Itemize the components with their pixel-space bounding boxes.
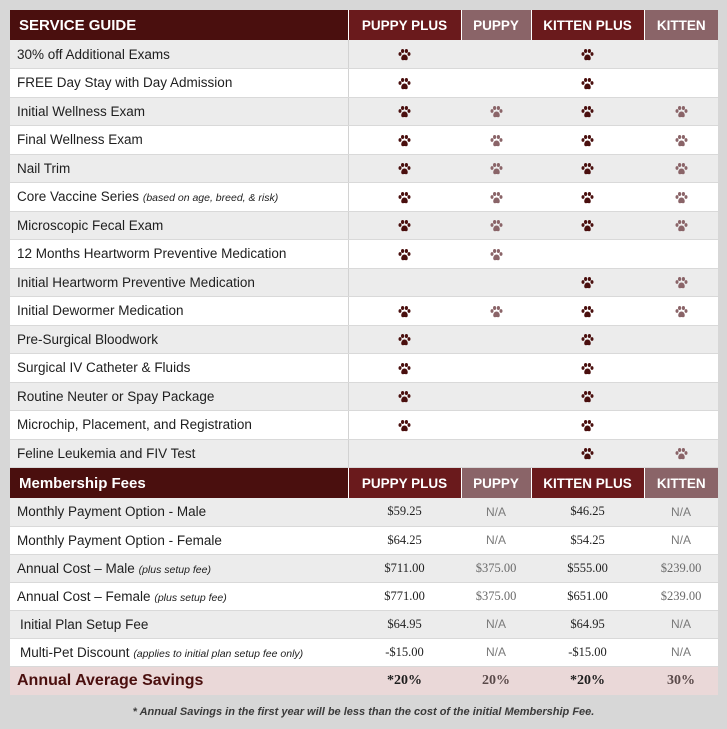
paw-print-icon — [675, 306, 688, 318]
fee-label — [10, 638, 348, 666]
fee-value: $555.00 — [531, 554, 644, 582]
paw-print-icon — [675, 135, 688, 147]
paw-print-icon — [398, 135, 411, 147]
service-cell — [531, 97, 644, 126]
service-row — [10, 69, 718, 98]
paw-print-icon — [675, 448, 688, 460]
service-cell — [644, 126, 718, 155]
paw-print-icon — [490, 163, 503, 175]
service-cell — [644, 154, 718, 183]
paw-print-icon — [398, 306, 411, 318]
service-name: Final Wellness Exam — [17, 132, 143, 148]
service-cell — [461, 240, 531, 269]
service-cell — [461, 268, 531, 297]
fee-value: N/A — [461, 638, 531, 666]
service-cell — [461, 325, 531, 354]
service-name: 30% off Additional Exams — [17, 46, 170, 62]
service-cell — [644, 439, 718, 468]
fee-value: $46.25 — [531, 498, 644, 526]
service-cell — [644, 211, 718, 240]
fees-body — [10, 498, 718, 666]
service-cell — [531, 268, 644, 297]
service-cell — [644, 240, 718, 269]
fee-header-kitten-plus: KITTEN PLUS — [531, 468, 644, 498]
service-label — [10, 297, 348, 326]
service-cell — [531, 154, 644, 183]
service-name: Pre-Surgical Bloodwork — [17, 331, 159, 347]
paw-print-icon — [675, 192, 688, 204]
service-row — [10, 40, 718, 69]
service-cell — [644, 97, 718, 126]
fee-value: $64.25 — [348, 526, 461, 554]
footnote: * Annual Savings in the first year will be less than the cost of the initial Membership Fee. — [132, 706, 595, 718]
membership-fees-title: Membership Fees — [10, 468, 348, 498]
service-cell — [348, 126, 461, 155]
paw-print-icon — [490, 135, 503, 147]
plan-header-puppy: PUPPY — [461, 10, 531, 40]
service-label — [10, 211, 348, 240]
service-cell — [461, 183, 531, 212]
service-cell — [461, 411, 531, 440]
fee-value: N/A — [644, 610, 718, 638]
paw-print-icon — [581, 163, 594, 175]
fee-label — [10, 554, 348, 582]
services-body — [10, 40, 718, 468]
service-cell — [644, 297, 718, 326]
service-label — [10, 183, 348, 212]
service-row — [10, 240, 718, 269]
service-label — [10, 382, 348, 411]
service-cell — [531, 354, 644, 383]
service-label — [10, 126, 348, 155]
service-name: FREE Day Stay with Day Admission — [17, 75, 233, 91]
service-cell — [531, 297, 644, 326]
service-label — [10, 69, 348, 98]
service-name: Feline Leukemia and FIV Test — [17, 445, 196, 461]
paw-print-icon — [581, 106, 594, 118]
service-label — [10, 97, 348, 126]
savings-value: *20% — [531, 666, 644, 695]
service-label — [10, 354, 348, 383]
paw-print-icon — [490, 249, 503, 261]
service-name: Nail Trim — [17, 160, 71, 176]
fee-value: $375.00 — [461, 554, 531, 582]
paw-print-icon — [398, 106, 411, 118]
fee-value: N/A — [461, 526, 531, 554]
service-row — [10, 97, 718, 126]
fee-name: Monthly Payment Option - Female — [17, 532, 222, 548]
fee-value: $239.00 — [644, 582, 718, 610]
service-name: Microchip, Placement, and Registration — [17, 417, 252, 433]
paw-print-icon — [398, 220, 411, 232]
plan-header-kitten: KITTEN — [644, 10, 718, 40]
fee-value: N/A — [461, 610, 531, 638]
service-label — [10, 268, 348, 297]
service-row — [10, 325, 718, 354]
service-guide-sheet — [10, 10, 718, 695]
service-cell — [531, 211, 644, 240]
fee-header-puppy-plus: PUPPY PLUS — [348, 468, 461, 498]
service-name: 12 Months Heartworm Preventive Medication — [17, 246, 287, 262]
membership-fees-table — [10, 468, 718, 695]
service-cell — [531, 382, 644, 411]
service-row — [10, 154, 718, 183]
service-name: Initial Heartworm Preventive Medication — [17, 274, 255, 290]
fee-name: Monthly Payment Option - Male — [17, 504, 207, 520]
fee-note: (applies to initial plan setup fee only) — [133, 647, 304, 660]
service-row — [10, 354, 718, 383]
paw-print-icon — [581, 391, 594, 403]
fee-value: $711.00 — [348, 554, 461, 582]
paw-print-icon — [581, 220, 594, 232]
paw-print-icon — [490, 220, 503, 232]
fee-value: $375.00 — [461, 582, 531, 610]
service-cell — [644, 382, 718, 411]
paw-print-icon — [581, 306, 594, 318]
service-name: Initial Wellness Exam — [17, 103, 146, 119]
paw-print-icon — [675, 106, 688, 118]
service-cell — [348, 69, 461, 98]
service-name: Initial Dewormer Medication — [17, 303, 184, 319]
fee-value: $651.00 — [531, 582, 644, 610]
fee-value: $59.25 — [348, 498, 461, 526]
fee-row — [10, 498, 718, 526]
service-row — [10, 439, 718, 468]
fee-value: $771.00 — [348, 582, 461, 610]
service-cell — [644, 69, 718, 98]
fee-note: (plus setup fee) — [138, 563, 211, 576]
service-label — [10, 40, 348, 69]
fee-label — [10, 498, 348, 526]
service-cell — [644, 268, 718, 297]
service-cell — [644, 40, 718, 69]
fee-value: -$15.00 — [531, 638, 644, 666]
paw-print-icon — [675, 163, 688, 175]
paw-print-icon — [675, 220, 688, 232]
service-row — [10, 382, 718, 411]
service-name: Microscopic Fecal Exam — [17, 217, 164, 233]
service-cell — [644, 354, 718, 383]
service-cell — [461, 439, 531, 468]
service-cell — [348, 211, 461, 240]
service-cell — [531, 240, 644, 269]
service-cell — [461, 69, 531, 98]
service-header-row — [10, 10, 718, 40]
service-row — [10, 411, 718, 440]
service-cell — [644, 411, 718, 440]
service-cell — [644, 325, 718, 354]
service-cell — [461, 126, 531, 155]
service-row — [10, 126, 718, 155]
service-cell — [348, 297, 461, 326]
plan-header-puppy-plus: PUPPY PLUS — [348, 10, 461, 40]
service-cell — [531, 40, 644, 69]
service-cell — [348, 325, 461, 354]
paw-print-icon — [581, 78, 594, 90]
fee-value: -$15.00 — [348, 638, 461, 666]
fee-value: N/A — [644, 498, 718, 526]
service-cell — [461, 354, 531, 383]
service-cell — [531, 439, 644, 468]
fee-label — [10, 526, 348, 554]
service-cell — [348, 382, 461, 411]
service-cell — [348, 411, 461, 440]
paw-print-icon — [581, 277, 594, 289]
savings-value: *20% — [348, 666, 461, 695]
fee-value: $239.00 — [644, 554, 718, 582]
service-cell — [461, 40, 531, 69]
fee-name: Initial Plan Setup Fee — [20, 616, 149, 632]
fee-value: $54.25 — [531, 526, 644, 554]
service-cell — [644, 183, 718, 212]
service-row — [10, 211, 718, 240]
paw-print-icon — [581, 135, 594, 147]
service-cell — [461, 211, 531, 240]
service-row — [10, 297, 718, 326]
service-cell — [348, 240, 461, 269]
fee-value: N/A — [644, 526, 718, 554]
paw-print-icon — [581, 420, 594, 432]
service-cell — [348, 268, 461, 297]
paw-print-icon — [581, 49, 594, 61]
fees-header-row — [10, 468, 718, 498]
fee-name: Multi-Pet Discount — [20, 644, 130, 660]
fee-note: (plus setup fee) — [154, 591, 227, 604]
service-cell — [531, 69, 644, 98]
service-name: Core Vaccine Series — [17, 189, 140, 205]
savings-label: Annual Average Savings — [10, 666, 348, 695]
service-name: Routine Neuter or Spay Package — [17, 388, 215, 404]
fee-name: Annual Cost – Male — [17, 560, 135, 576]
service-name: Surgical IV Catheter & Fluids — [17, 360, 191, 376]
service-cell — [461, 97, 531, 126]
paw-print-icon — [398, 192, 411, 204]
service-cell — [531, 411, 644, 440]
fee-label — [10, 610, 348, 638]
service-cell — [461, 382, 531, 411]
service-cell — [531, 325, 644, 354]
paw-print-icon — [398, 78, 411, 90]
fee-value: $64.95 — [531, 610, 644, 638]
service-row — [10, 268, 718, 297]
fee-header-puppy: PUPPY — [461, 468, 531, 498]
paw-print-icon — [581, 448, 594, 460]
service-note: (based on age, breed, & risk) — [142, 192, 279, 205]
paw-print-icon — [581, 334, 594, 346]
paw-print-icon — [490, 306, 503, 318]
service-cell — [461, 154, 531, 183]
service-label — [10, 411, 348, 440]
fee-header-kitten: KITTEN — [644, 468, 718, 498]
fee-name: Annual Cost – Female — [17, 588, 151, 604]
service-label — [10, 240, 348, 269]
paw-print-icon — [398, 49, 411, 61]
savings-value: 20% — [461, 666, 531, 695]
service-guide-table — [10, 10, 718, 468]
service-cell — [348, 439, 461, 468]
paw-print-icon — [398, 391, 411, 403]
service-row — [10, 183, 718, 212]
service-cell — [348, 97, 461, 126]
service-guide-title: SERVICE GUIDE — [10, 10, 348, 40]
plan-header-kitten-plus: KITTEN PLUS — [531, 10, 644, 40]
paw-print-icon — [581, 192, 594, 204]
fee-value: $64.95 — [348, 610, 461, 638]
fee-row — [10, 638, 718, 666]
service-cell — [531, 183, 644, 212]
paw-print-icon — [398, 363, 411, 375]
fee-value: N/A — [461, 498, 531, 526]
paw-print-icon — [490, 106, 503, 118]
service-cell — [348, 154, 461, 183]
paw-print-icon — [398, 249, 411, 261]
service-label — [10, 325, 348, 354]
paw-print-icon — [490, 192, 503, 204]
service-cell — [348, 183, 461, 212]
service-cell — [348, 354, 461, 383]
paw-print-icon — [675, 277, 688, 289]
fee-row — [10, 582, 718, 610]
fee-row — [10, 554, 718, 582]
paw-print-icon — [398, 163, 411, 175]
savings-value: 30% — [644, 666, 718, 695]
service-cell — [348, 40, 461, 69]
paw-print-icon — [398, 334, 411, 346]
paw-print-icon — [581, 363, 594, 375]
service-cell — [461, 297, 531, 326]
service-label — [10, 439, 348, 468]
service-cell — [531, 126, 644, 155]
paw-print-icon — [398, 420, 411, 432]
fee-value: N/A — [644, 638, 718, 666]
service-label — [10, 154, 348, 183]
fee-row — [10, 526, 718, 554]
savings-row — [10, 666, 718, 695]
fee-row — [10, 610, 718, 638]
fee-label — [10, 582, 348, 610]
